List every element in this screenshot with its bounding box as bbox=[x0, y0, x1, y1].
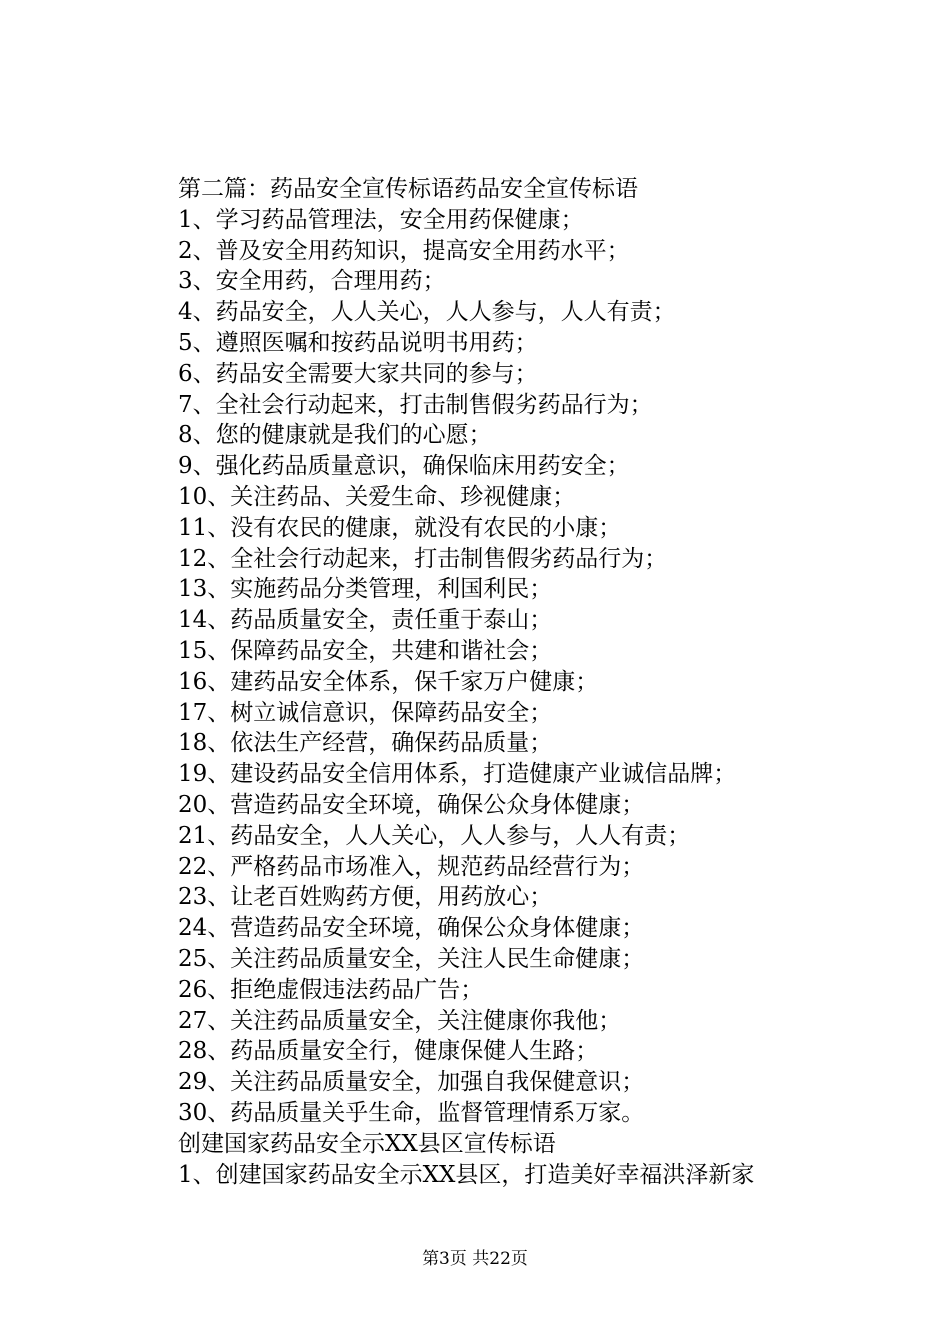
slogan-item: 24、营造药品安全环境，确保公众身体健康； bbox=[178, 915, 645, 942]
slogan-item: 15、保障药品安全，共建和谐社会； bbox=[178, 637, 553, 664]
slogan-item: 9、强化药品质量意识，确保临床用药安全； bbox=[178, 453, 630, 480]
slogan-item: 27、关注药品质量安全，关注健康你我他； bbox=[178, 1007, 622, 1034]
slogan-item: 19、建设药品安全信用体系，打造健康产业诚信品牌； bbox=[178, 761, 737, 788]
slogan-item: 5、遵照医嘱和按药品说明书用药； bbox=[178, 329, 538, 356]
slogan-item: 8、您的健康就是我们的心愿； bbox=[178, 422, 492, 449]
slogan-item: 17、树立诚信意识，保障药品安全； bbox=[178, 699, 553, 726]
slogan-item: 7、全社会行动起来，打击制售假劣药品行为； bbox=[178, 391, 653, 418]
slogan-item: 30、药品质量关乎生命，监督管理情系万家。 bbox=[178, 1099, 645, 1126]
slogan-item: 20、营造药品安全环境，确保公众身体健康； bbox=[178, 791, 645, 818]
slogan-item: 11、没有农民的健康，就没有农民的小康； bbox=[178, 514, 622, 541]
slogan-item: 25、关注药品质量安全，关注人民生命健康； bbox=[178, 945, 645, 972]
slogan-item: 28、药品质量安全行，健康保健人生路； bbox=[178, 1038, 599, 1065]
slogan-item: 18、依法生产经营，确保药品质量； bbox=[178, 730, 553, 757]
slogan-item: 12、全社会行动起来，打击制售假劣药品行为； bbox=[178, 545, 668, 572]
slogan-item: 14、药品质量安全，责任重于泰山； bbox=[178, 607, 553, 634]
slogan-item: 2、普及安全用药知识，提高安全用药水平； bbox=[178, 237, 630, 264]
slogan-list bbox=[178, 205, 918, 1129]
slogan-item: 22、严格药品市场准入，规范药品经营行为； bbox=[178, 853, 645, 880]
slogan-item: 4、药品安全，人人关心，人人参与，人人有责； bbox=[178, 299, 676, 326]
slogan-item: 16、建药品安全体系，保千家万户健康； bbox=[178, 668, 599, 695]
slogan-item: 1、学习药品管理法，安全用药保健康； bbox=[178, 206, 584, 233]
section2-title: 创建国家药品安全示XX县区宣传标语 bbox=[178, 1130, 556, 1157]
slogan-item: 21、药品安全，人人关心，人人参与，人人有责； bbox=[178, 822, 691, 849]
page-footer: 第3页 共22页 bbox=[422, 1249, 528, 1269]
slogan-item: 6、药品安全需要大家共同的参与； bbox=[178, 360, 538, 387]
slogan-item: 10、关注药品、关爱生命、珍视健康； bbox=[178, 483, 576, 510]
slogan-item: 29、关注药品质量安全，加强自我保健意识； bbox=[178, 1069, 645, 1096]
slogan-item: 26、拒绝虚假违法药品广告； bbox=[178, 976, 484, 1003]
section-title: 第二篇：药品安全宣传标语药品安全宣传标语 bbox=[178, 176, 638, 202]
section2-item: 1、创建国家药品安全示XX县区，打造美好幸福洪泽新家 bbox=[178, 1161, 755, 1188]
document-body bbox=[178, 174, 918, 1190]
slogan-item: 13、实施药品分类管理，利国利民； bbox=[178, 576, 553, 603]
slogan-item: 3、安全用药，合理用药； bbox=[178, 268, 446, 295]
slogan-item: 23、让老百姓购药方便，用药放心； bbox=[178, 884, 553, 911]
